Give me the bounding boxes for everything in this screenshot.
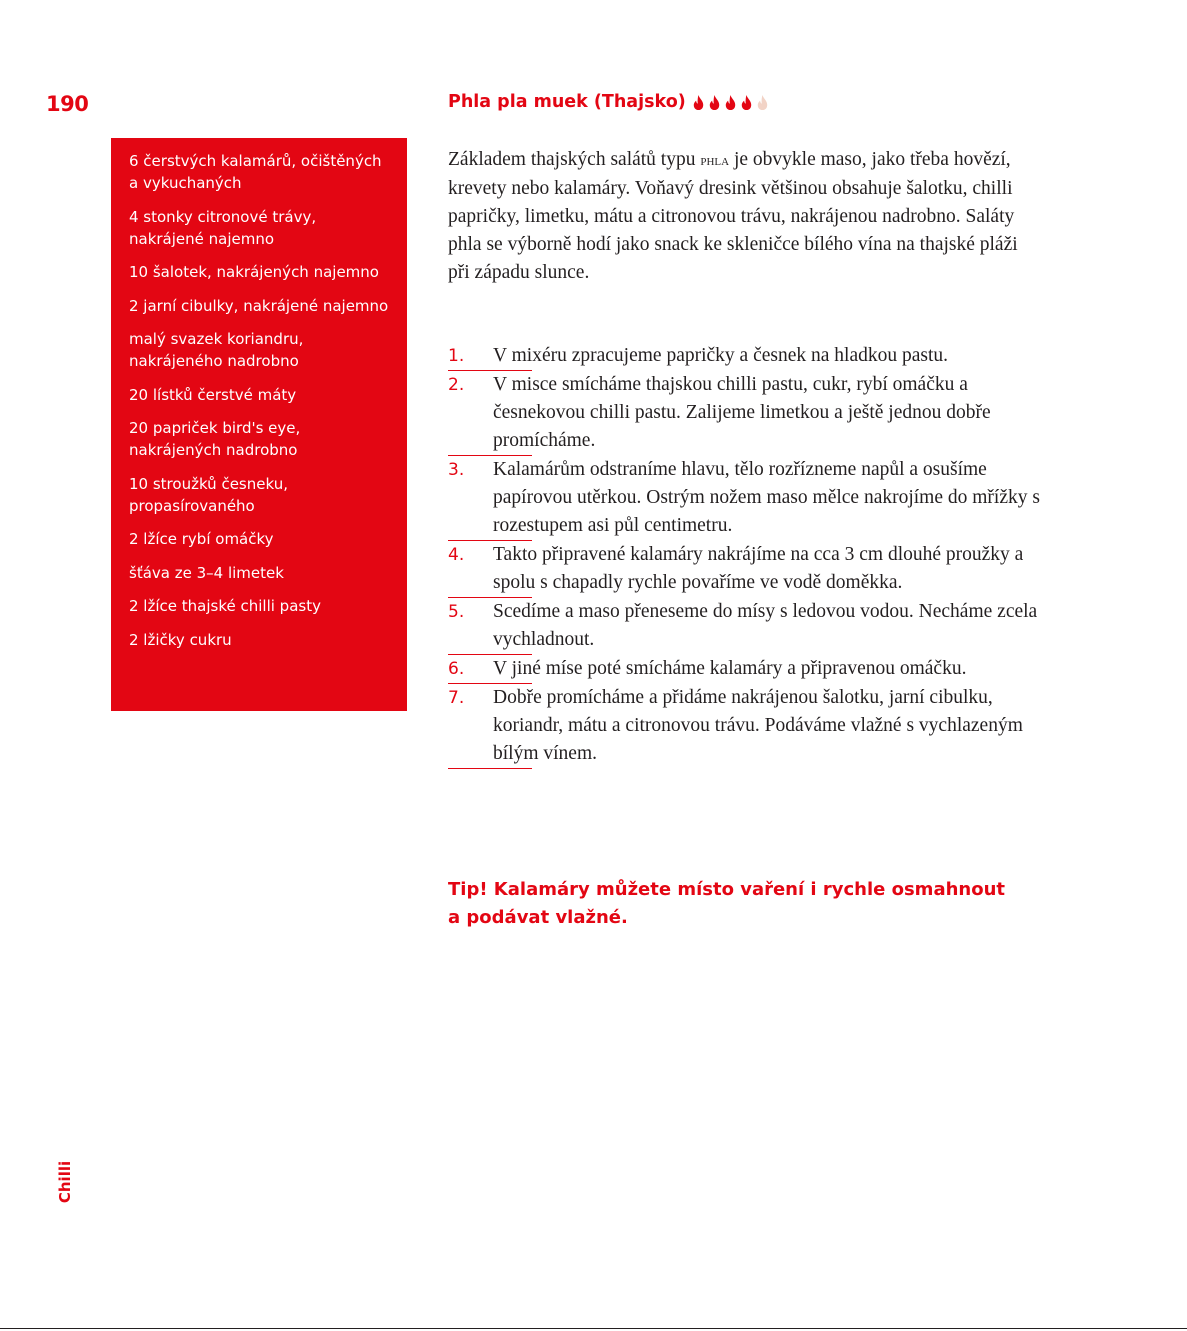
step-text: Takto připravené kalamáry nakrájíme na cca 3 cm dlouhé proužky a spolu s chapadly rychle povaříme ve vodě doměkka.: [493, 544, 1024, 593]
heat-rating: [691, 94, 771, 111]
step-text: Dobře promícháme a přidáme nakrájenou šalotku, jarní cibulku, koriandr, mátu a citronovou trávu. Podáváme vlažné s vychlazeným bílým vínem.: [493, 687, 1023, 764]
step-text: Scedíme a maso přeneseme do mísy s ledovou vodou. Necháme zcela vychladnout.: [493, 601, 1038, 650]
step-item: [448, 541, 1048, 597]
ingredient-item: šťáva ze 3–4 limetek: [129, 563, 284, 582]
ingredient-item: 2 lžičky cukru: [129, 630, 232, 649]
step-item: [448, 684, 1048, 768]
step-item: [448, 598, 1048, 654]
flame-icon-active: [691, 94, 706, 111]
ingredient-item: 10 šalotek, nakrájených najemno: [129, 263, 379, 281]
ingredient-item: 6 čerstvých kalamárů, očištěných a vykuchaných: [129, 152, 382, 192]
step-number: 3.: [448, 460, 465, 480]
flame-icon-inactive: [755, 94, 770, 111]
intro-term: phla: [700, 152, 730, 169]
tip: Tip! Kalamáry můžete místo vaření i rychle osmahnout a podávat vlažné.: [448, 879, 1005, 928]
section-label: [43, 1160, 87, 1204]
ingredient-item: 2 lžíce thajské chilli pasty: [129, 597, 321, 615]
ingredient-item: malý svazek koriandru, nakrájeného nadrobno: [129, 330, 304, 370]
ingredient-item: 4 stonky citronové trávy, nakrájené najemno: [129, 207, 317, 248]
step-number: 6.: [448, 659, 465, 679]
step-text: V jiné míse poté smícháme kalamáry a připravenou omáčku.: [493, 658, 967, 679]
step-number: 5.: [448, 602, 465, 622]
ingredient-item: 2 lžíce rybí omáčky: [129, 530, 274, 548]
intro-paragraph: [448, 146, 1038, 287]
ingredient-item: 10 stroužků česneku, propasírovaného: [129, 474, 288, 515]
intro-after: je obvykle maso, jako třeba hovězí, krevety nebo kalamáry. Voňavý dresink většinou obsahuje šalotku, chilli papričky, limetku, mátu a citronovou trávu, nakrájenou nadrobno. Saláty phla se výborně hodí jako snack ke skleničce bílého vína na thajské pláži při západu slunce.: [448, 149, 1018, 283]
flame-icon-active: [723, 94, 738, 111]
intro-before: Základem thajských salátů typu: [448, 149, 701, 170]
step-text: V misce smícháme thajskou chilli pastu, cukr, rybí omáčku a česnekovou chilli pastu. Zalijeme limetkou a ještě jednou dobře promícháme.: [493, 374, 991, 451]
step-text: V mixéru zpracujeme papričky a česnek na hladkou pastu.: [493, 345, 949, 366]
step-number: 7.: [448, 688, 465, 708]
step-number: 4.: [448, 545, 465, 565]
ingredient-item: 20 lístků čerstvé máty: [129, 385, 297, 404]
step-number: 2.: [448, 375, 465, 395]
ingredient-item: 20 papriček bird's eye, nakrájených nadrobno: [129, 419, 301, 459]
step-item: [448, 456, 1048, 540]
step-divider: [448, 768, 532, 769]
section-label-text: Chilli: [55, 1160, 74, 1204]
ingredient-item: 2 jarní cibulky, nakrájené najemno: [129, 296, 389, 315]
recipe-title-text: Phla pla muek (Thajsko): [448, 92, 686, 112]
flame-icon-active: [707, 94, 722, 111]
ingredients-box: [111, 138, 407, 711]
step-item: [448, 371, 1048, 455]
recipe-title: [448, 92, 771, 112]
step-text: Kalamárům odstraníme hlavu, tělo rozřízneme napůl a osušíme papírovou utěrkou. Ostrým nožem maso mělce nakrojíme do mřížky s rozestupem asi půl centimetru.: [493, 459, 1040, 536]
step-item: [448, 342, 1048, 370]
bottom-rule: [0, 1328, 1187, 1329]
steps-list: [448, 342, 1048, 769]
step-item: [448, 655, 1048, 683]
flame-icon-active: [739, 94, 754, 111]
page-number: 190: [46, 92, 89, 116]
step-number: 1.: [448, 346, 465, 366]
